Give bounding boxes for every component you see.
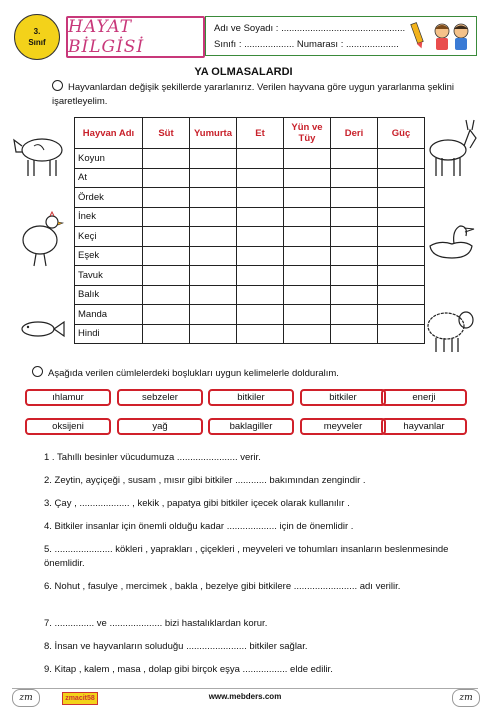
mark-cell[interactable]: [331, 324, 378, 344]
mark-cell[interactable]: [331, 168, 378, 188]
mark-cell[interactable]: [190, 324, 237, 344]
class-line: Sınıfı : ................... Numarası : ....................: [214, 39, 399, 50]
mark-cell[interactable]: [190, 246, 237, 266]
header-cell: Hayvan Adı: [75, 118, 143, 149]
mark-cell[interactable]: [190, 188, 237, 208]
table-row: [75, 168, 425, 188]
worksheet-heading: YA OLMASALARDI: [194, 66, 293, 78]
mark-cell[interactable]: [237, 207, 284, 227]
grade-badge: [14, 14, 60, 60]
instruction-1-text: Hayvanlardan değişik şekillerde yararlanırız. Verilen hayvana göre uygun yararlanma şeklini işaretleyelim.: [52, 82, 455, 107]
table-row: [75, 246, 425, 266]
name-line: Adı ve Soyadı : ...............................................: [214, 23, 406, 34]
mark-cell[interactable]: [284, 188, 331, 208]
mark-cell[interactable]: [143, 285, 190, 305]
sentence-item: 2. Zeytin, ayçiçeği , susam , mısır gibi bitkiler ............ bakımından zengindir .: [44, 475, 366, 486]
mark-cell[interactable]: [143, 305, 190, 325]
mark-cell[interactable]: [143, 246, 190, 266]
mark-cell[interactable]: [190, 168, 237, 188]
mark-cell[interactable]: [284, 149, 331, 169]
header-cell: Et: [237, 118, 284, 149]
header-cell: Güç: [378, 118, 425, 149]
mark-cell[interactable]: [237, 246, 284, 266]
mark-cell[interactable]: [284, 207, 331, 227]
instruction-2: [32, 366, 472, 381]
mark-cell[interactable]: [284, 305, 331, 325]
mark-cell[interactable]: [190, 266, 237, 286]
animal-name: Koyun: [75, 149, 143, 169]
duck-illustration-icon: [424, 216, 478, 262]
word-bank-item: oksijeni: [25, 418, 111, 435]
mark-cell[interactable]: [331, 149, 378, 169]
word-bank-item: meyveler: [300, 418, 386, 435]
sentence-item: 5. ...................... kökleri , yaprakları , çiçekleri , meyveleri ve tohumları insanların beslenmesinde önemlidir.: [44, 544, 449, 569]
mark-cell[interactable]: [237, 188, 284, 208]
mark-cell[interactable]: [378, 324, 425, 344]
word-bank-item: enerji: [381, 389, 467, 406]
sentence-item: 6. Nohut , fasulye , mercimek , bakla , bezelye gibi bitkilere ........................ adı verilir.: [44, 581, 401, 592]
mark-cell[interactable]: [378, 285, 425, 305]
animal-name: Eşek: [75, 246, 143, 266]
mark-cell[interactable]: [331, 188, 378, 208]
mark-cell[interactable]: [143, 149, 190, 169]
instruction-1: [52, 80, 472, 109]
mark-cell[interactable]: [237, 305, 284, 325]
table-row: [75, 305, 425, 325]
animal-name: İnek: [75, 207, 143, 227]
animal-name: At: [75, 168, 143, 188]
mark-cell[interactable]: [284, 285, 331, 305]
word-bank-item: bitkiler: [208, 389, 294, 406]
header-cell: Yün ve Tüy: [284, 118, 331, 149]
mark-cell[interactable]: [378, 227, 425, 247]
mark-cell[interactable]: [190, 285, 237, 305]
sheep-illustration-icon: [420, 298, 478, 356]
mark-cell[interactable]: [378, 149, 425, 169]
mark-cell[interactable]: [331, 227, 378, 247]
sentence-item: 8. İnsan ve hayvanların soluduğu ....................... bitkiler sağlar.: [44, 641, 308, 652]
mark-cell[interactable]: [331, 305, 378, 325]
mark-cell[interactable]: [331, 266, 378, 286]
footer-logo-right: zm: [452, 689, 480, 707]
table-row: [75, 149, 425, 169]
header-cell: Süt: [143, 118, 190, 149]
fish-illustration-icon: [16, 318, 68, 340]
mark-cell[interactable]: [378, 305, 425, 325]
flower-bullet-icon: [32, 366, 43, 377]
header-cell: Yumurta: [190, 118, 237, 149]
table-row: [75, 227, 425, 247]
mark-cell[interactable]: [190, 305, 237, 325]
mark-cell[interactable]: [237, 149, 284, 169]
mark-cell[interactable]: [143, 188, 190, 208]
sentence-item: 3. Çay , ................... , kekik , papatya gibi bitkiler içecek olarak kullanılır .: [44, 498, 350, 509]
footer-badge: zmacit58: [62, 692, 98, 705]
animal-name: Keçi: [75, 227, 143, 247]
sentence-item: 9. Kitap , kalem , masa , dolap gibi birçok eşya ................. elde edilir.: [44, 664, 333, 675]
table-row: [75, 266, 425, 286]
animal-name: Manda: [75, 305, 143, 325]
mark-cell[interactable]: [378, 207, 425, 227]
instruction-2-text: Aşağıda verilen cümlelerdeki boşlukları uygun kelimelerle dolduralım.: [48, 368, 339, 379]
mark-cell[interactable]: [378, 266, 425, 286]
grade-label: Sınıf: [28, 38, 46, 47]
grade-number: 3.: [33, 27, 41, 36]
mark-cell[interactable]: [378, 168, 425, 188]
word-bank-item: sebzeler: [117, 389, 203, 406]
mark-cell[interactable]: [237, 227, 284, 247]
mark-cell[interactable]: [378, 188, 425, 208]
student-info-box: [205, 16, 477, 56]
table-row: [75, 324, 425, 344]
word-bank-item: bitkiler: [300, 389, 386, 406]
mark-cell[interactable]: [237, 324, 284, 344]
mark-cell[interactable]: [143, 324, 190, 344]
sentence-item: 7. ............... ve .................... bizi hastalıklardan korur.: [44, 618, 268, 629]
animal-name: Ördek: [75, 188, 143, 208]
mark-cell[interactable]: [237, 285, 284, 305]
mark-cell[interactable]: [331, 285, 378, 305]
sentence-item: 4. Bitkiler insanlar için önemli olduğu kadar ................... için de önemlidir .: [44, 521, 354, 532]
page-title: HAYAT BİLGİSİ: [68, 17, 145, 57]
pencil-icon: [406, 21, 428, 51]
footer-site[interactable]: www.mebders.com: [208, 692, 282, 701]
mark-cell[interactable]: [190, 227, 237, 247]
mark-cell[interactable]: [143, 266, 190, 286]
mark-cell[interactable]: [237, 168, 284, 188]
children-illustration-icon: [428, 19, 474, 53]
title-box: [66, 16, 205, 58]
mark-cell[interactable]: [284, 324, 331, 344]
sentence-item: 1 . Tahıllı besinler vücudumuza ....................... verir.: [44, 452, 261, 463]
mark-cell[interactable]: [143, 168, 190, 188]
cow-illustration-icon: [10, 120, 72, 182]
header-cell: Deri: [331, 118, 378, 149]
donkey-illustration-icon: [418, 116, 480, 180]
mark-cell[interactable]: [143, 207, 190, 227]
mark-cell[interactable]: [331, 246, 378, 266]
table-row: [75, 188, 425, 208]
mark-cell[interactable]: [378, 246, 425, 266]
mark-cell[interactable]: [143, 227, 190, 247]
animal-name: Hindi: [75, 324, 143, 344]
word-bank-item: hayvanlar: [381, 418, 467, 435]
mark-cell[interactable]: [190, 207, 237, 227]
animal-name: Tavuk: [75, 266, 143, 286]
mark-cell[interactable]: [190, 149, 237, 169]
footer-logo-left: zm: [12, 689, 40, 707]
mark-cell[interactable]: [284, 246, 331, 266]
hen-illustration-icon: [14, 208, 70, 270]
mark-cell[interactable]: [331, 207, 378, 227]
word-bank-item: baklagiller: [208, 418, 294, 435]
table-header-row: [75, 118, 425, 149]
mark-cell[interactable]: [237, 266, 284, 286]
table-row: [75, 207, 425, 227]
flower-bullet-icon: [52, 80, 63, 91]
mark-cell[interactable]: [284, 266, 331, 286]
mark-cell[interactable]: [284, 227, 331, 247]
mark-cell[interactable]: [284, 168, 331, 188]
word-bank-item: ıhlamur: [25, 389, 111, 406]
animal-usage-table: [74, 117, 425, 344]
animal-name: Balık: [75, 285, 143, 305]
table-row: [75, 285, 425, 305]
word-bank-item: yağ: [117, 418, 203, 435]
